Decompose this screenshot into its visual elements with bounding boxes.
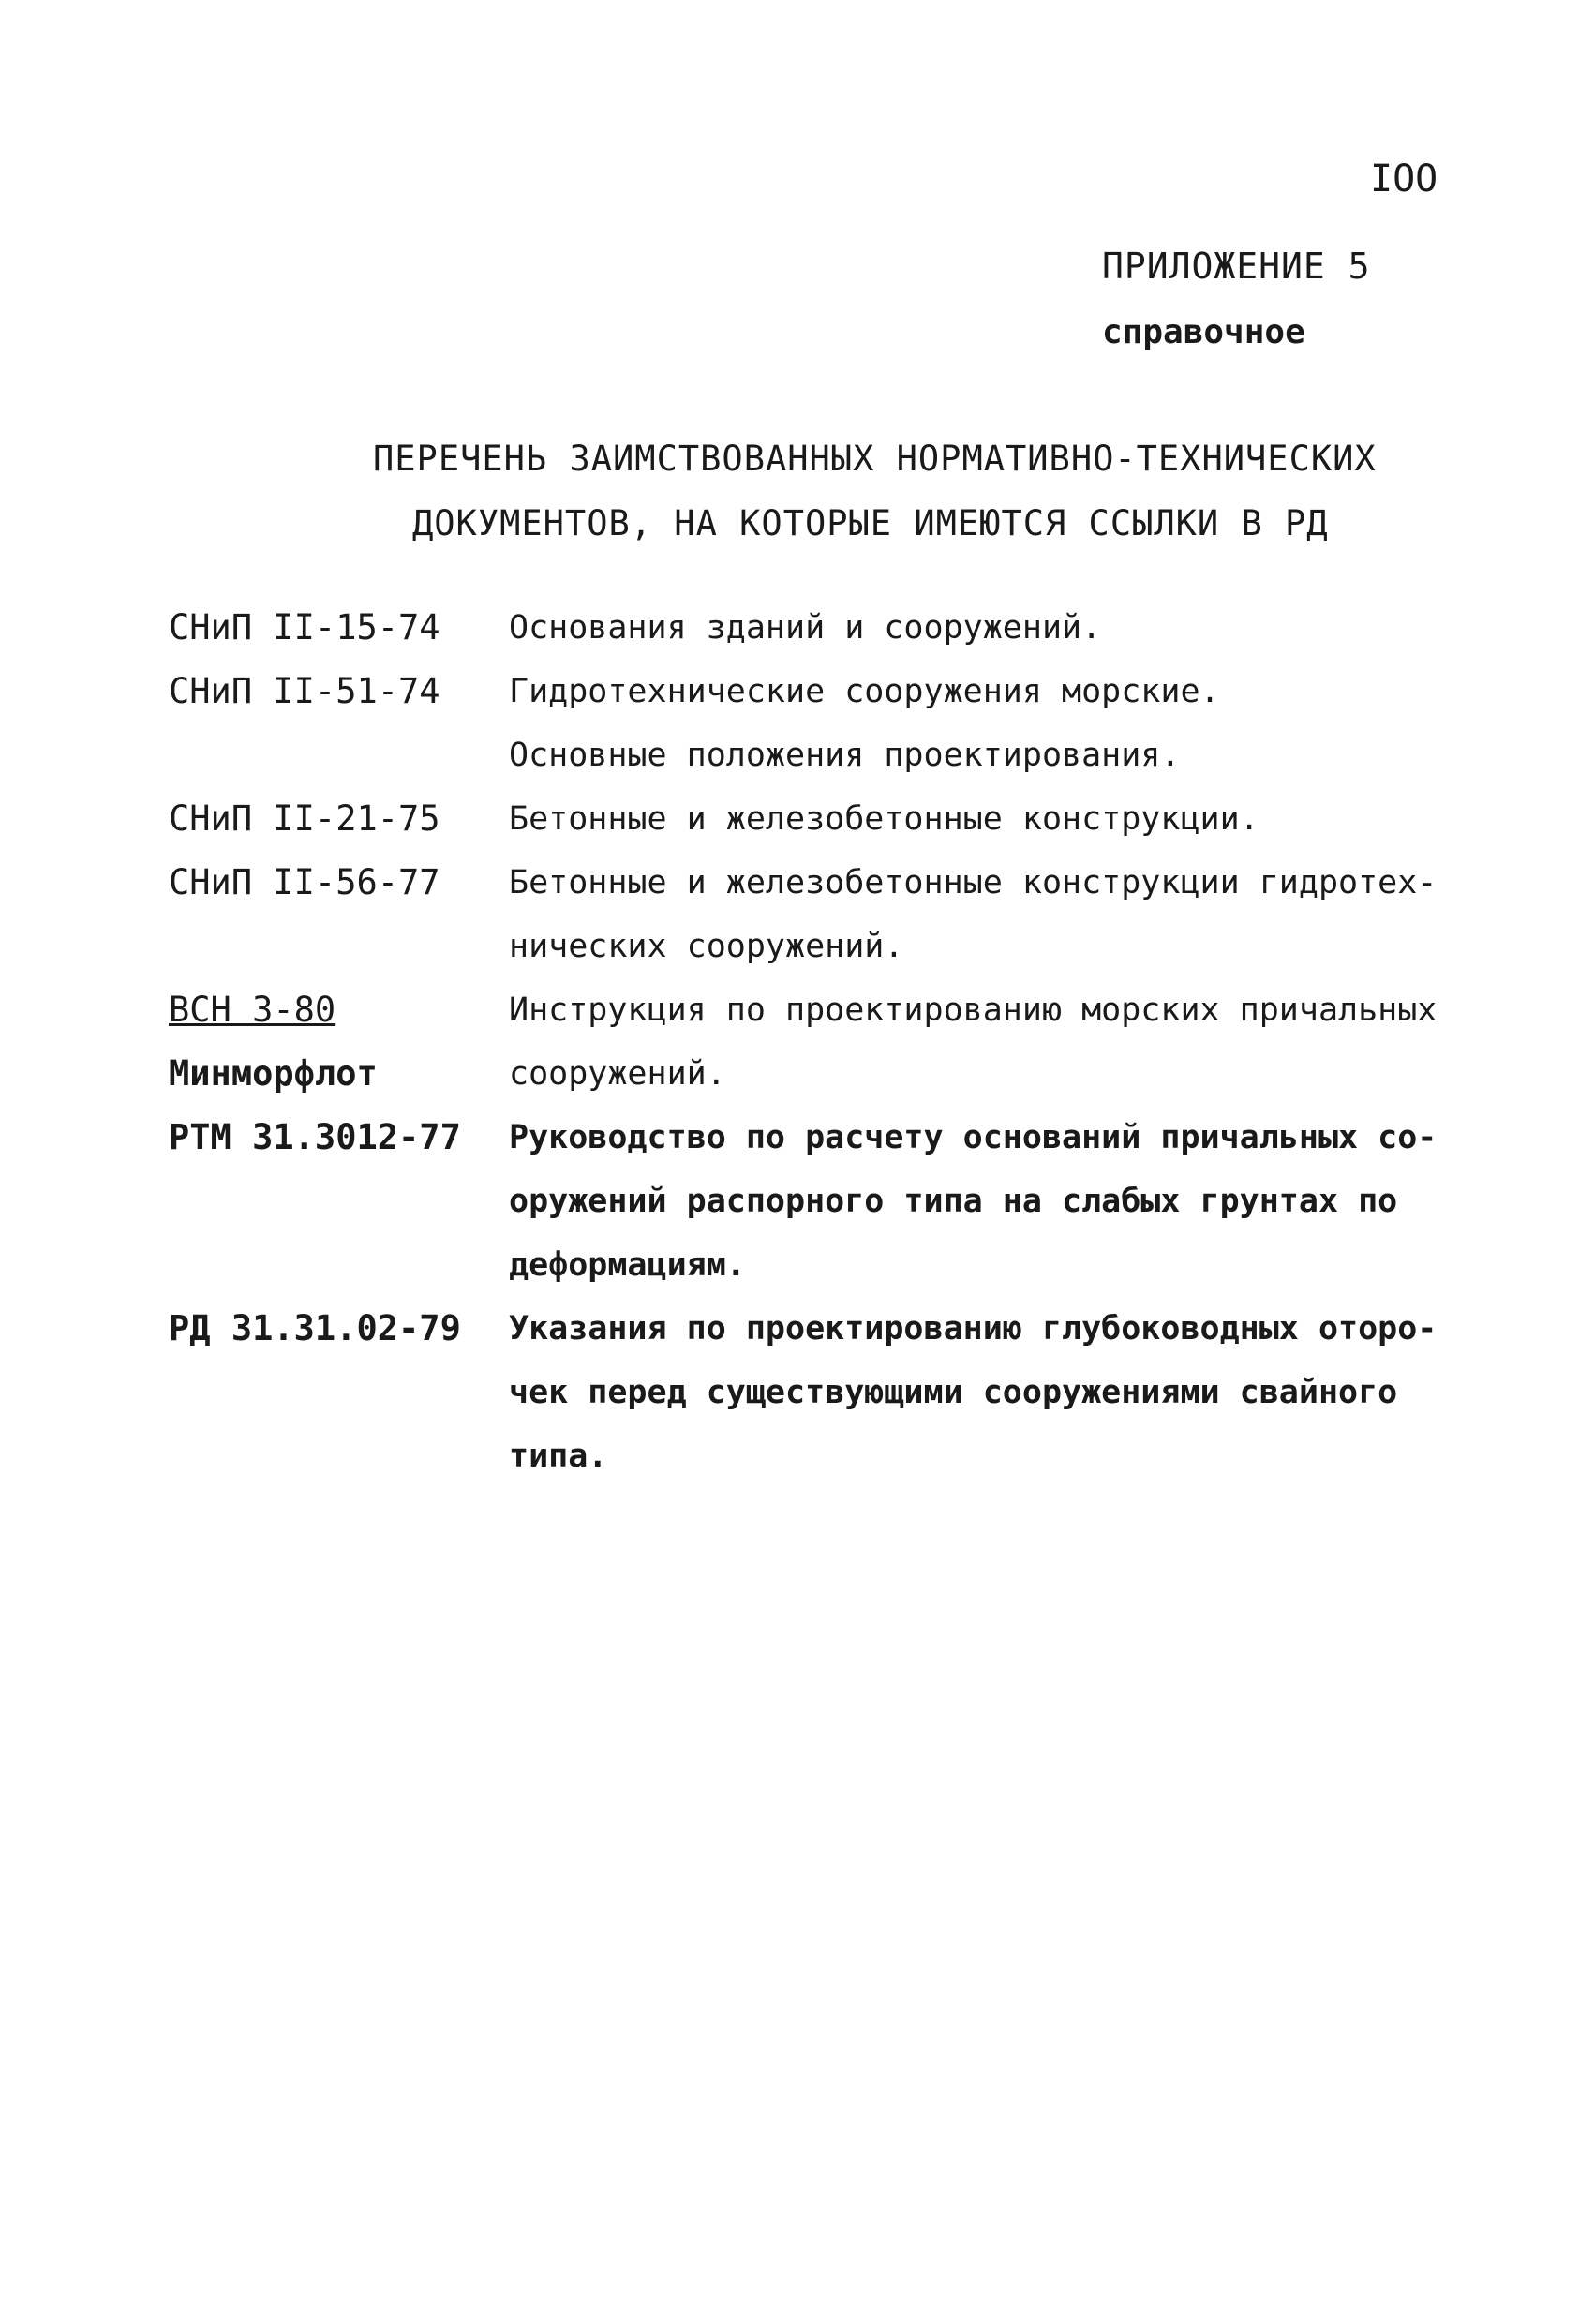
appendix-type: справочное: [1102, 313, 1305, 351]
document-code-line: РД 31.31.02-79: [169, 1308, 461, 1348]
document-name-line: Основные положения проектирования.: [509, 737, 1181, 774]
list-item: [169, 787, 1462, 851]
document-name-line: Бетонные и железобетонные конструкции гидротех-: [509, 864, 1438, 901]
document-code: [169, 978, 509, 1106]
document-code-line: СНиП II-51-74: [169, 671, 440, 711]
document-code-line: СНиП II-15-74: [169, 607, 440, 648]
document-code: [169, 1106, 509, 1169]
document-name: [509, 1297, 1462, 1488]
document-code-line: РТМ 31.3012-77: [169, 1117, 461, 1157]
document-name: [509, 851, 1462, 978]
document-name: [509, 660, 1462, 787]
list-item: [169, 1297, 1462, 1488]
list-item: [169, 978, 1462, 1106]
document-code: [169, 1297, 509, 1361]
list-item: [169, 851, 1462, 978]
list-item: [169, 660, 1462, 787]
document-title-line-2: ДОКУМЕНТОВ, НА КОТОРЫЕ ИМЕЮТСЯ ССЫЛКИ В РД: [412, 503, 1329, 544]
document-code: [169, 851, 509, 915]
document-name-line: типа.: [509, 1438, 608, 1475]
document-name-line: Инструкция по проектированию морских причальных: [509, 991, 1438, 1029]
list-item: [169, 596, 1462, 660]
document-name-line: нических сооружений.: [509, 928, 904, 965]
document-name: [509, 596, 1462, 660]
document-title-line-1: ПЕРЕЧЕНЬ ЗАИМСТВОВАННЫХ НОРМАТИВНО-ТЕХНИЧЕСКИХ: [373, 439, 1377, 479]
appendix-label: ПРИЛОЖЕНИЕ 5: [1102, 246, 1371, 287]
document-code-line: ВСН 3-80: [169, 990, 336, 1030]
document-code: [169, 596, 509, 660]
document-name-line: чек перед существующими сооружениями свайного: [509, 1374, 1398, 1411]
document-code-line: Минморфлот: [169, 1053, 378, 1094]
document-name-line: Бетонные и железобетонные конструкции.: [509, 800, 1259, 838]
document-name-line: Основания зданий и сооружений.: [509, 609, 1102, 647]
document-code-line: СНиП II-21-75: [169, 798, 440, 839]
document-name-line: Руководство по расчету оснований причальных со-: [509, 1119, 1438, 1156]
document-name: [509, 1106, 1462, 1297]
document-code-line: СНиП II-56-77: [169, 862, 440, 902]
document-code: [169, 787, 509, 851]
document-name-line: Указания по проектированию глубоководных оторо-: [509, 1310, 1438, 1348]
document-name-line: оружений распорного типа на слабых грунтах по: [509, 1183, 1398, 1220]
page-number: IOO: [1370, 157, 1438, 201]
document-name: [509, 978, 1462, 1106]
document-name-line: Гидротехнические сооружения морские.: [509, 673, 1220, 710]
document-name: [509, 787, 1462, 851]
document-list: [169, 596, 1462, 1488]
list-item: [169, 1106, 1462, 1297]
document-name-line: деформациям.: [509, 1246, 746, 1284]
document-code: [169, 660, 509, 723]
document-name-line: сооружений.: [509, 1055, 726, 1093]
